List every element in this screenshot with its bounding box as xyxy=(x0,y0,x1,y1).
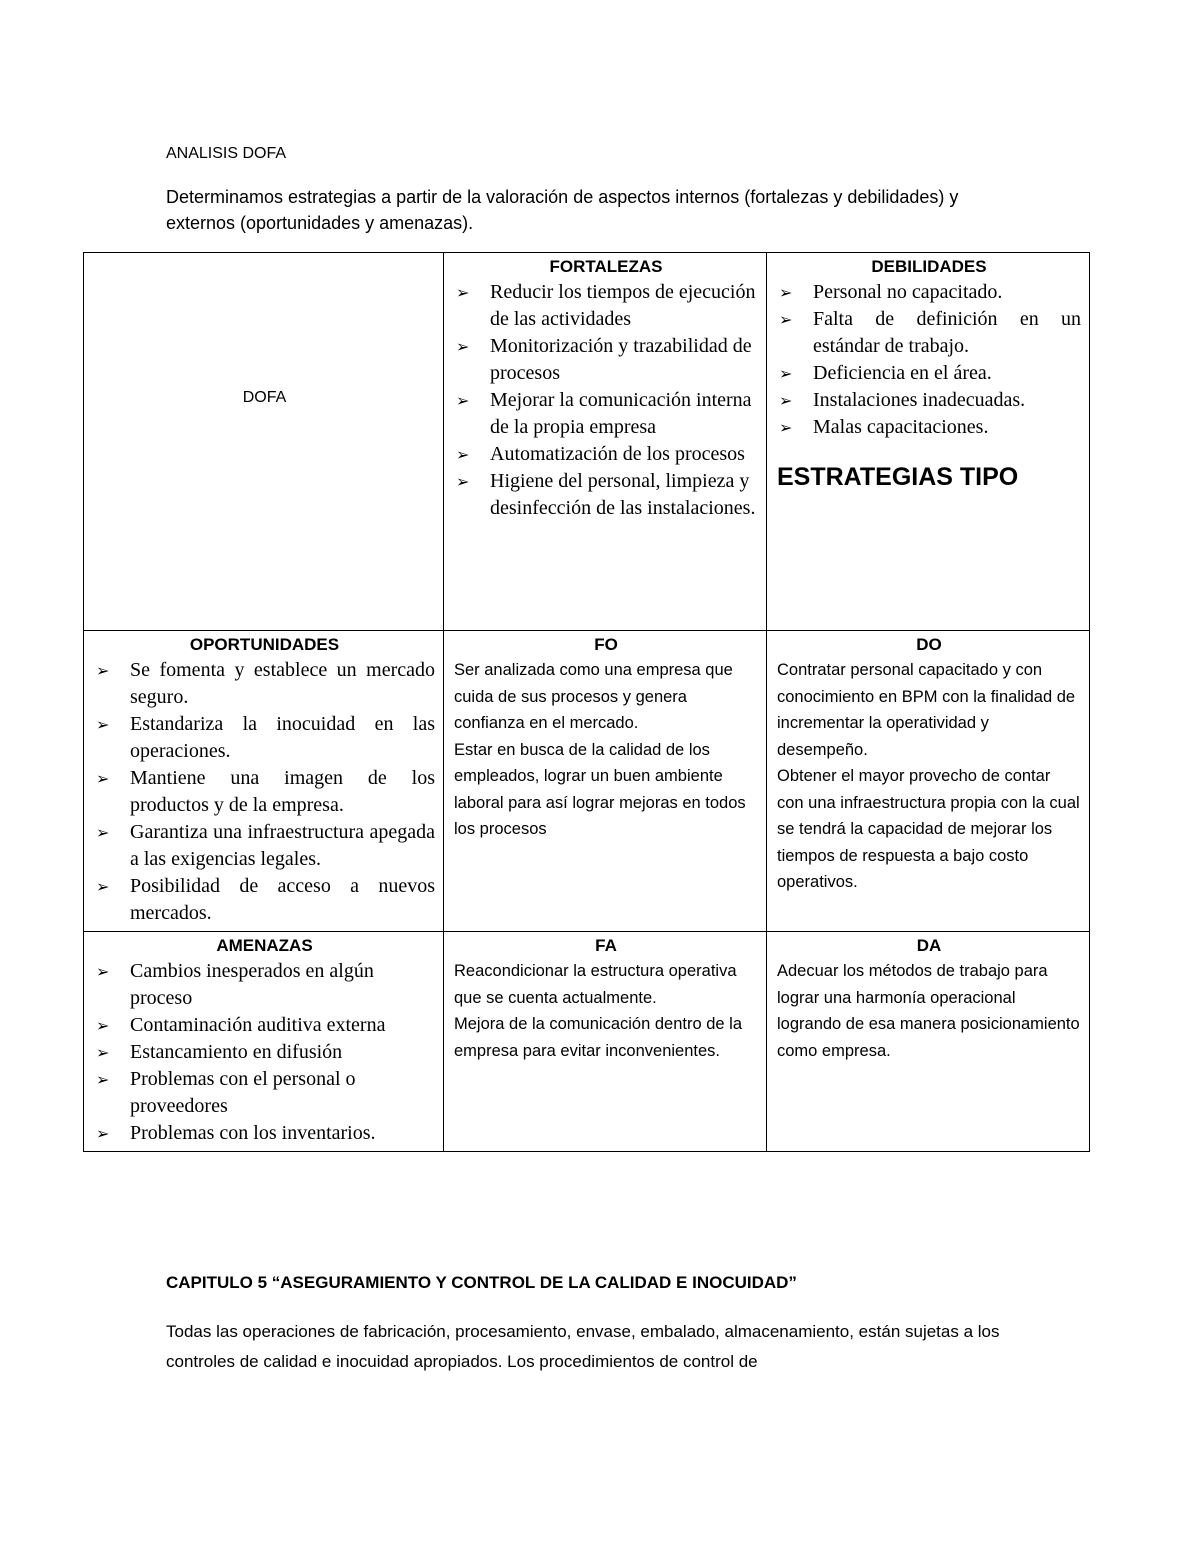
table-row xyxy=(84,253,1090,631)
list-item xyxy=(777,387,1081,414)
list-item xyxy=(94,1039,435,1066)
debilidades-cell xyxy=(767,253,1090,631)
list-item xyxy=(454,441,758,468)
list-item xyxy=(94,958,435,1012)
arrowhead-bullet-icon: ➢ xyxy=(96,1043,110,1062)
list-item-text: Mantiene una imagen de los productos y de la empresa. xyxy=(130,767,435,816)
list-item xyxy=(94,1066,435,1120)
fo-text-2: Estar en busca de la calidad de los empleados, lograr un buen ambiente laboral para así lograr mejoras en todos los procesos xyxy=(454,740,746,838)
oportunidades-heading: OPORTUNIDADES xyxy=(189,635,340,654)
fo-heading: FO xyxy=(594,635,618,654)
arrowhead-bullet-icon: ➢ xyxy=(456,391,470,410)
list-item xyxy=(777,279,1081,306)
arrowhead-bullet-icon: ➢ xyxy=(779,391,793,410)
arrowhead-bullet-icon: ➢ xyxy=(779,364,793,383)
do-heading: DO xyxy=(916,635,942,654)
da-heading: DA xyxy=(916,936,942,955)
arrowhead-bullet-icon: ➢ xyxy=(96,962,110,981)
arrowhead-bullet-icon: ➢ xyxy=(96,769,110,788)
arrowhead-bullet-icon: ➢ xyxy=(456,283,470,302)
list-item-text: Higiene del personal, limpieza y desinfección de las instalaciones. xyxy=(490,470,756,519)
list-item-text: Posibilidad de acceso a nuevos mercados. xyxy=(130,875,435,924)
list-item xyxy=(94,765,435,819)
list-item-text: Deficiencia en el área. xyxy=(813,362,992,384)
list-item xyxy=(777,306,1081,360)
fo-cell xyxy=(444,631,767,932)
list-item-text: Estancamiento en difusión xyxy=(130,1041,343,1063)
list-item-text: Problemas con los inventarios. xyxy=(130,1122,376,1144)
arrowhead-bullet-icon: ➢ xyxy=(779,310,793,329)
chapter-body: Todas las operaciones de fabricación, procesamiento, envase, embalado, almacenamiento, están sujetas a los controles de calidad e inocuidad apropiados. Los procedimientos de control de xyxy=(166,1322,1000,1371)
list-item-text: Instalaciones inadecuadas. xyxy=(813,389,1026,411)
list-item-text: Malas capacitaciones. xyxy=(813,416,989,438)
arrowhead-bullet-icon: ➢ xyxy=(779,418,793,437)
fortalezas-heading: FORTALEZAS xyxy=(549,257,663,276)
arrowhead-bullet-icon: ➢ xyxy=(456,445,470,464)
debilidades-heading: DEBILIDADES xyxy=(871,257,987,276)
list-item xyxy=(454,468,758,522)
intro-paragraph: Determinamos estrategias a partir de la valoración de aspectos internos (fortalezas y debilidades) y externos (oportunidades y amenazas). xyxy=(166,187,959,233)
list-item xyxy=(454,279,758,333)
strategies-label: ESTRATEGIAS TIPO xyxy=(777,463,1019,491)
list-item xyxy=(94,873,435,927)
list-item xyxy=(454,387,758,441)
dofa-table xyxy=(83,252,1090,1152)
list-item-text: Reducir los tiempos de ejecución de las actividades xyxy=(490,281,756,330)
list-item-text: Garantiza una infraestructura apegada a las exigencias legales. xyxy=(130,821,435,870)
corner-label: DOFA xyxy=(242,389,287,406)
document-title: ANALISIS DOFA xyxy=(166,145,287,162)
amenazas-heading: AMENAZAS xyxy=(216,936,313,955)
arrowhead-bullet-icon: ➢ xyxy=(96,715,110,734)
da-cell xyxy=(767,932,1090,1152)
table-row xyxy=(84,631,1090,932)
fa-cell xyxy=(444,932,767,1152)
corner-cell xyxy=(84,253,444,631)
arrowhead-bullet-icon: ➢ xyxy=(96,661,110,680)
list-item xyxy=(777,360,1081,387)
fo-text-1: Ser analizada como una empresa que cuida de sus procesos y genera confianza en el mercado. xyxy=(454,661,733,732)
list-item xyxy=(94,819,435,873)
list-item-text: Falta de definición en un estándar de trabajo. xyxy=(813,308,1081,357)
list-item xyxy=(94,1012,435,1039)
debilidades-list xyxy=(777,279,1081,441)
chapter-title: CAPITULO 5 “ASEGURAMIENTO Y CONTROL DE LA CALIDAD E INOCUIDAD” xyxy=(166,1273,797,1292)
do-text-1: Contratar personal capacitado y con conocimiento en BPM con la finalidad de incrementar la operatividad y desempeño. xyxy=(777,661,1076,759)
fortalezas-cell xyxy=(444,253,767,631)
list-item xyxy=(94,1120,435,1147)
arrowhead-bullet-icon: ➢ xyxy=(96,1016,110,1035)
amenazas-cell xyxy=(84,932,444,1152)
list-item xyxy=(777,414,1081,441)
arrowhead-bullet-icon: ➢ xyxy=(456,472,470,491)
oportunidades-list xyxy=(94,657,435,927)
do-text-2: Obtener el mayor provecho de contar con una infraestructura propia con la cual se tendrá la capacidad de mejorar los tiempos de respuesta a bajo costo operativos. xyxy=(777,767,1080,891)
list-item-text: Contaminación auditiva externa xyxy=(130,1014,386,1036)
list-item xyxy=(94,711,435,765)
fa-text-1: Reacondicionar la estructura operativa que se cuenta actualmente. xyxy=(454,962,737,1007)
list-item xyxy=(94,657,435,711)
arrowhead-bullet-icon: ➢ xyxy=(96,1070,110,1089)
list-item-text: Cambios inesperados en algún proceso xyxy=(130,960,374,1009)
arrowhead-bullet-icon: ➢ xyxy=(96,823,110,842)
da-text-1: Adecuar los métodos de trabajo para lograr una harmonía operacional logrando de esa manera posicionamiento como empresa. xyxy=(777,962,1080,1060)
table-row xyxy=(84,932,1090,1152)
fa-text-2: Mejora de la comunicación dentro de la empresa para evitar inconvenientes. xyxy=(454,1015,743,1060)
list-item xyxy=(454,333,758,387)
list-item-text: Personal no capacitado. xyxy=(813,281,1003,303)
fa-heading: FA xyxy=(595,936,617,955)
fortalezas-list xyxy=(454,279,758,522)
do-cell xyxy=(767,631,1090,932)
list-item-text: Estandariza la inocuidad en las operaciones. xyxy=(130,713,435,762)
list-item-text: Mejorar la comunicación interna de la propia empresa xyxy=(490,389,752,438)
oportunidades-cell xyxy=(84,631,444,932)
list-item-text: Automatización de los procesos xyxy=(490,443,745,465)
list-item-text: Se fomenta y establece un mercado seguro. xyxy=(130,659,435,708)
arrowhead-bullet-icon: ➢ xyxy=(456,337,470,356)
list-item-text: Problemas con el personal o proveedores xyxy=(130,1068,356,1117)
amenazas-list xyxy=(94,958,435,1147)
arrowhead-bullet-icon: ➢ xyxy=(96,877,110,896)
arrowhead-bullet-icon: ➢ xyxy=(779,283,793,302)
arrowhead-bullet-icon: ➢ xyxy=(96,1124,110,1143)
list-item-text: Monitorización y trazabilidad de procesos xyxy=(490,335,752,384)
